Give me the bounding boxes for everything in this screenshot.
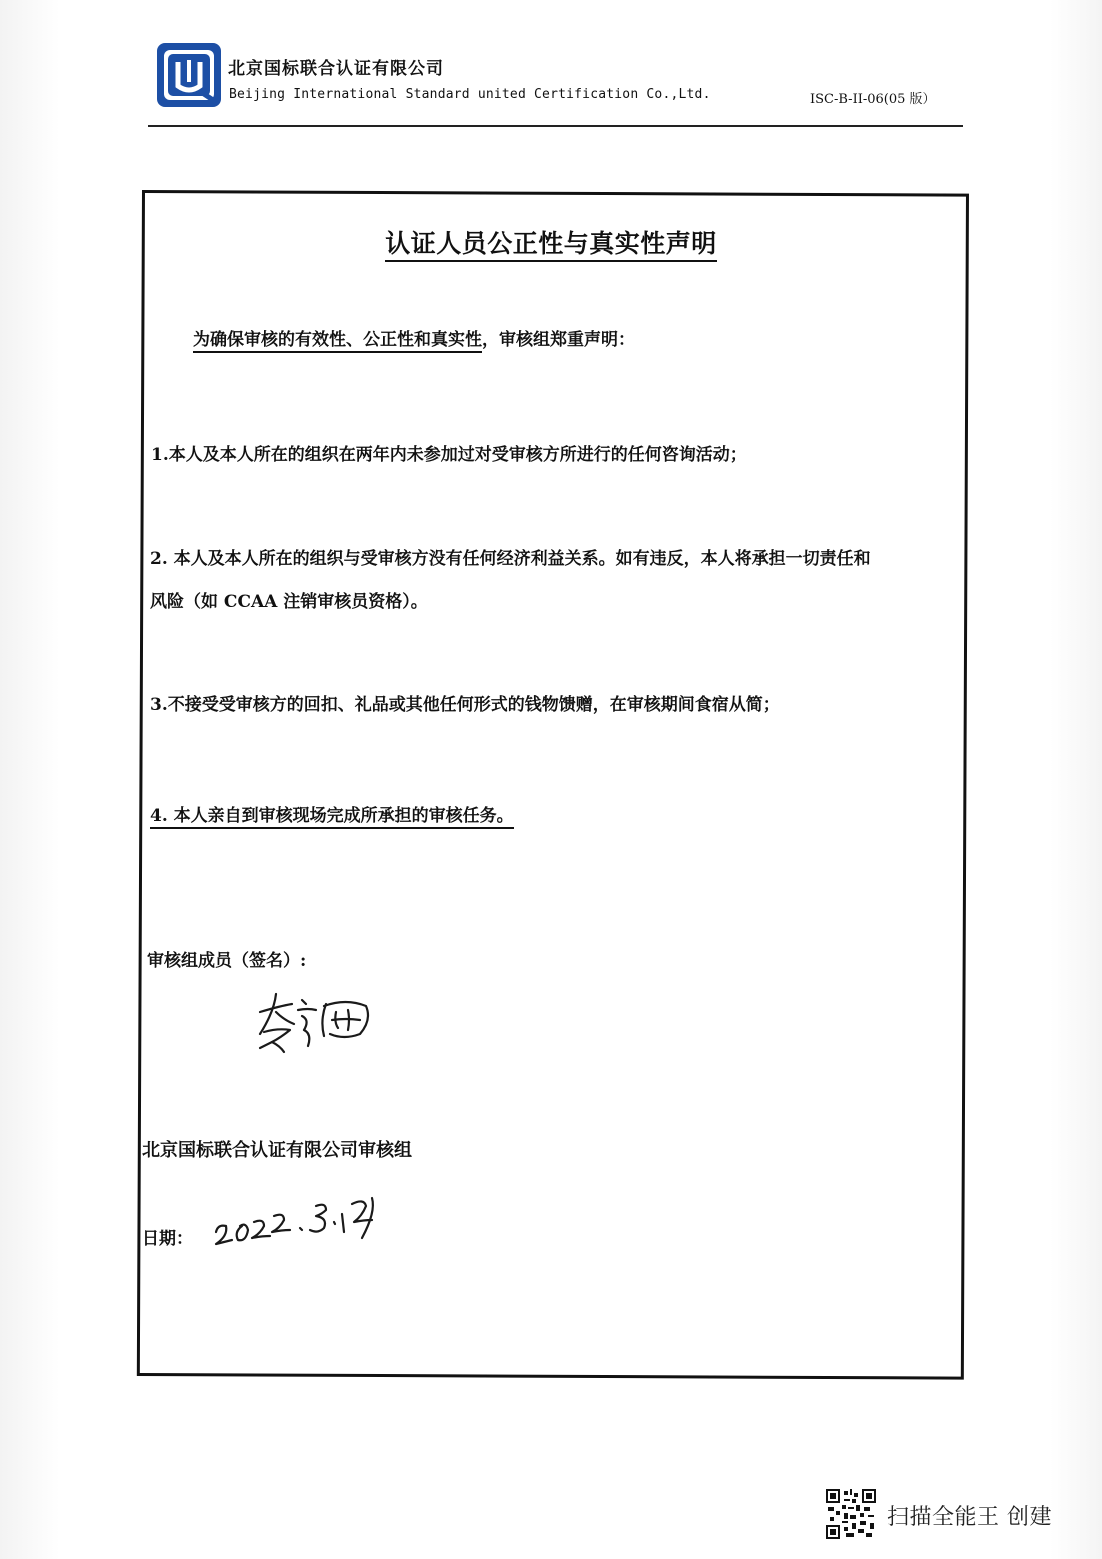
declaration-item-1: 1.本人及本人所在的组织在两年内未参加过对受审核方所进行的任何咨询活动；: [151, 445, 747, 465]
header-divider: [148, 125, 963, 127]
declaration-item-4: [150, 801, 514, 826]
company-logo-icon: [156, 42, 222, 108]
intro-paragraph: [193, 325, 635, 350]
scanner-app-watermark: 扫描全能王 创建: [887, 1505, 1052, 1530]
declaration-item-2-line-2: 风险（如 CCAA 注销审核员资格）。: [150, 592, 428, 612]
intro-underlined-text: 为确保审核的有效性、公正性和真实性: [193, 330, 482, 353]
company-name-en: Beijing International Standard united Certification Co.,Ltd.: [229, 87, 711, 102]
date-label: 日期：: [142, 1229, 193, 1249]
company-name-cn: 北京国标联合认证有限公司: [228, 59, 444, 79]
audit-team-organization: 北京国标联合认证有限公司审核组: [142, 1140, 412, 1161]
declaration-item-4-text: 4. 本人亲自到审核现场完成所承担的审核任务。: [150, 806, 514, 829]
document-title-text: 认证人员公正性与真实性声明: [385, 229, 717, 262]
handwritten-signature: [250, 990, 380, 1060]
document-title: [0, 224, 1102, 260]
qr-code-icon: [826, 1489, 876, 1539]
signature-label: 审核组成员（签名）:: [147, 951, 307, 971]
form-code: ISC-B-II-06(05 版）: [810, 92, 936, 107]
intro-rest-text: ，审核组郑重声明：: [482, 330, 635, 350]
declaration-item-3: 3.不接受受审核方的回扣、礼品或其他任何形式的钱物馈赠，在审核期间食宿从简；: [150, 695, 780, 715]
handwritten-date: [212, 1192, 387, 1252]
declaration-item-2-line-1: 2. 本人及本人所在的组织与受审核方没有任何经济利益关系。如有违反，本人将承担一切责任和: [150, 549, 871, 569]
